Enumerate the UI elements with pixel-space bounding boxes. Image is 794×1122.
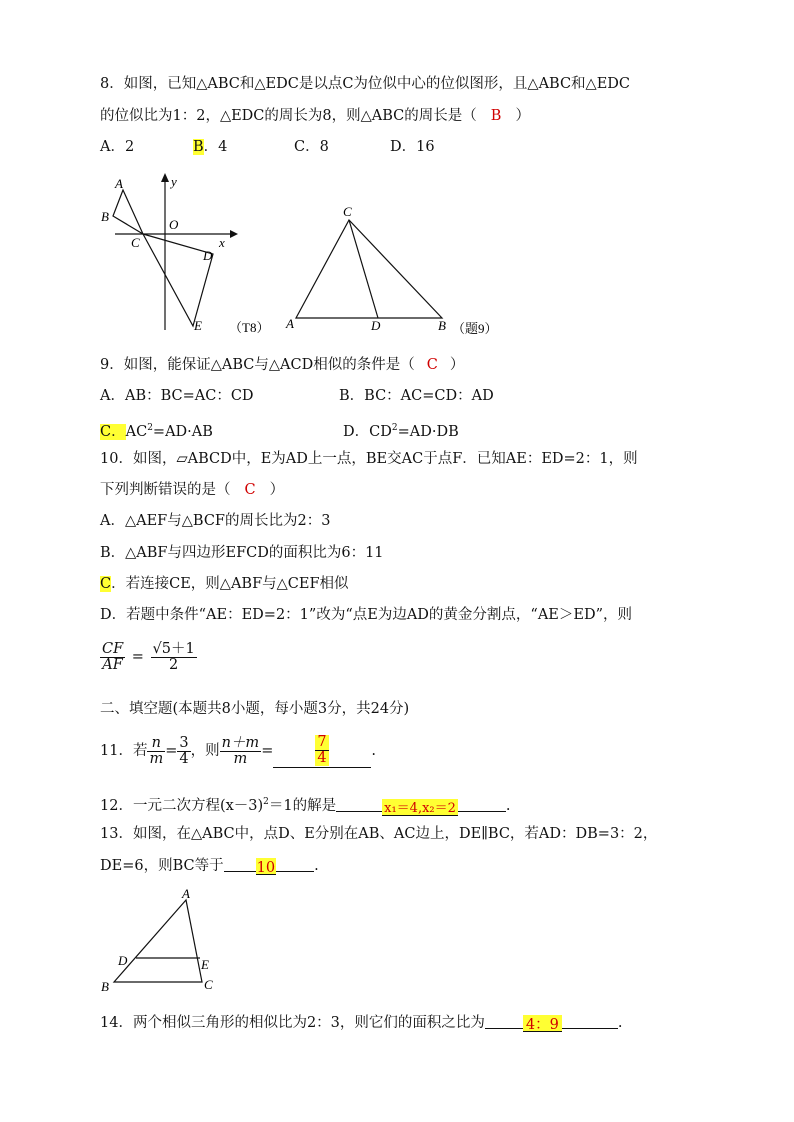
caption-9: （题9） xyxy=(452,321,498,336)
caption-t8: （T8） xyxy=(229,320,270,335)
q10-option-c-letter: C xyxy=(100,576,112,592)
figure-t8 xyxy=(95,168,295,338)
q8-stem: 的位似比为1：2，△EDC的周长为8，则△ABC的周长是（ xyxy=(100,108,477,124)
q13-line1: 13．如图，在△ABC中，点D、E分别在AB、AC边上，DE∥BC，若AD：DB=3：2， xyxy=(100,826,658,842)
q11-answer: $\frac{7}{4}$ xyxy=(317,734,327,766)
q10-answer: C xyxy=(244,482,256,498)
q14: 14．两个相似三角形的相似比为2：3，则它们的面积之比为 4：9 . xyxy=(100,1012,622,1033)
label-x: x xyxy=(219,235,225,250)
q8-line2 xyxy=(100,106,530,126)
triangle-abc-9 xyxy=(296,220,442,318)
q10-option-d: D．若题中条件“AE：ED=2：1”改为“点E为边AD的黄金分割点，“AE＞ED”，则 xyxy=(100,607,633,623)
label-A: A xyxy=(182,888,190,901)
label-E: E xyxy=(194,318,202,333)
q13-line2: DE=6，则BC等于 10 . xyxy=(100,855,319,876)
label-C: C xyxy=(131,235,140,250)
q12-answer: x₁＝4,x₂＝2 xyxy=(384,800,456,816)
triangle-abc-13 xyxy=(114,900,202,982)
q8-line1: 8．如图，已知△ABC和△EDC是以点C为位似中心的位似图形，且△ABC和△EDC xyxy=(100,76,631,92)
label-D: D xyxy=(371,318,381,333)
label-D: D xyxy=(203,248,213,263)
q8-option-a: A．2 xyxy=(100,139,135,155)
label-B: B xyxy=(101,209,109,224)
figure-9 xyxy=(282,200,522,342)
q9-answer: C xyxy=(426,357,438,373)
label-B: B xyxy=(101,979,109,994)
q10-line1: 10．如图，▱ABCD中，E为AD上一点，BE交AC于点F．已知AE：ED=2：1，则 xyxy=(100,451,638,467)
q8-option-c: C．8 xyxy=(294,139,329,155)
label-D: D xyxy=(118,953,128,968)
y-axis-arrow xyxy=(161,173,169,182)
q8-option-b: B．4 xyxy=(193,139,228,155)
label-E: E xyxy=(201,957,209,972)
label-y: y xyxy=(171,174,177,189)
q10-formula: $\frac{CF}{AF}$ = $\frac{√5+1}{2}$ xyxy=(102,641,195,673)
q9-option-d: D．$CD^2=AD\cdot DB$ xyxy=(343,423,459,440)
q14-answer: 4：9 xyxy=(523,1015,562,1032)
q9-option-c-letter: C． xyxy=(100,423,126,440)
q10-line2: 下列判断错误的是（ C ） xyxy=(100,482,285,498)
q10-option-a: A．△AEF与△BCF的周长比为2：3 xyxy=(100,513,331,529)
q9-option-b: B．BC：AC=CD：AD xyxy=(339,388,494,404)
q9-stem: 9．如图，能保证△ABC与△ACD相似的条件是（ C ） xyxy=(100,357,465,373)
q8-option-b-letter: B xyxy=(193,139,204,155)
q8-close: ） xyxy=(515,108,530,124)
q9-option-a: A．AB：BC=AC：CD xyxy=(100,388,254,404)
q10-option-c: C．若连接CE，则△ABF与△CEF相似 xyxy=(100,576,349,592)
q8-option-d: D．16 xyxy=(390,139,435,155)
q13-answer: 10 xyxy=(256,860,276,876)
section-2-heading: 二、填空题(本题共8小题，每小题3分，共24分) xyxy=(100,701,410,717)
label-O: O xyxy=(169,217,179,232)
q9-option-c: C．$AC^2=AD\cdot AB$ xyxy=(100,423,213,440)
label-B: B xyxy=(438,318,446,333)
label-C: C xyxy=(343,204,352,219)
label-C: C xyxy=(204,977,213,992)
label-A: A xyxy=(115,176,123,191)
q11: 11．若 $\frac{n}{m}$ = $\frac{3}{4}$ ，则 $\frac{n+m}{m}$ = $\frac{7}{4}$ . xyxy=(100,734,376,767)
label-A: A xyxy=(286,316,294,331)
q8-answer: B xyxy=(490,108,502,124)
x-axis-arrow xyxy=(230,230,238,238)
figure-13 xyxy=(98,888,228,998)
triangle-abc xyxy=(113,190,143,234)
q12: 12．一元二次方程$(x-3)^2=1$的解是 x₁＝4,x₂＝2 . xyxy=(100,792,511,816)
q10-option-b: B．△ABF与四边形EFCD的面积比为6：11 xyxy=(100,545,384,561)
